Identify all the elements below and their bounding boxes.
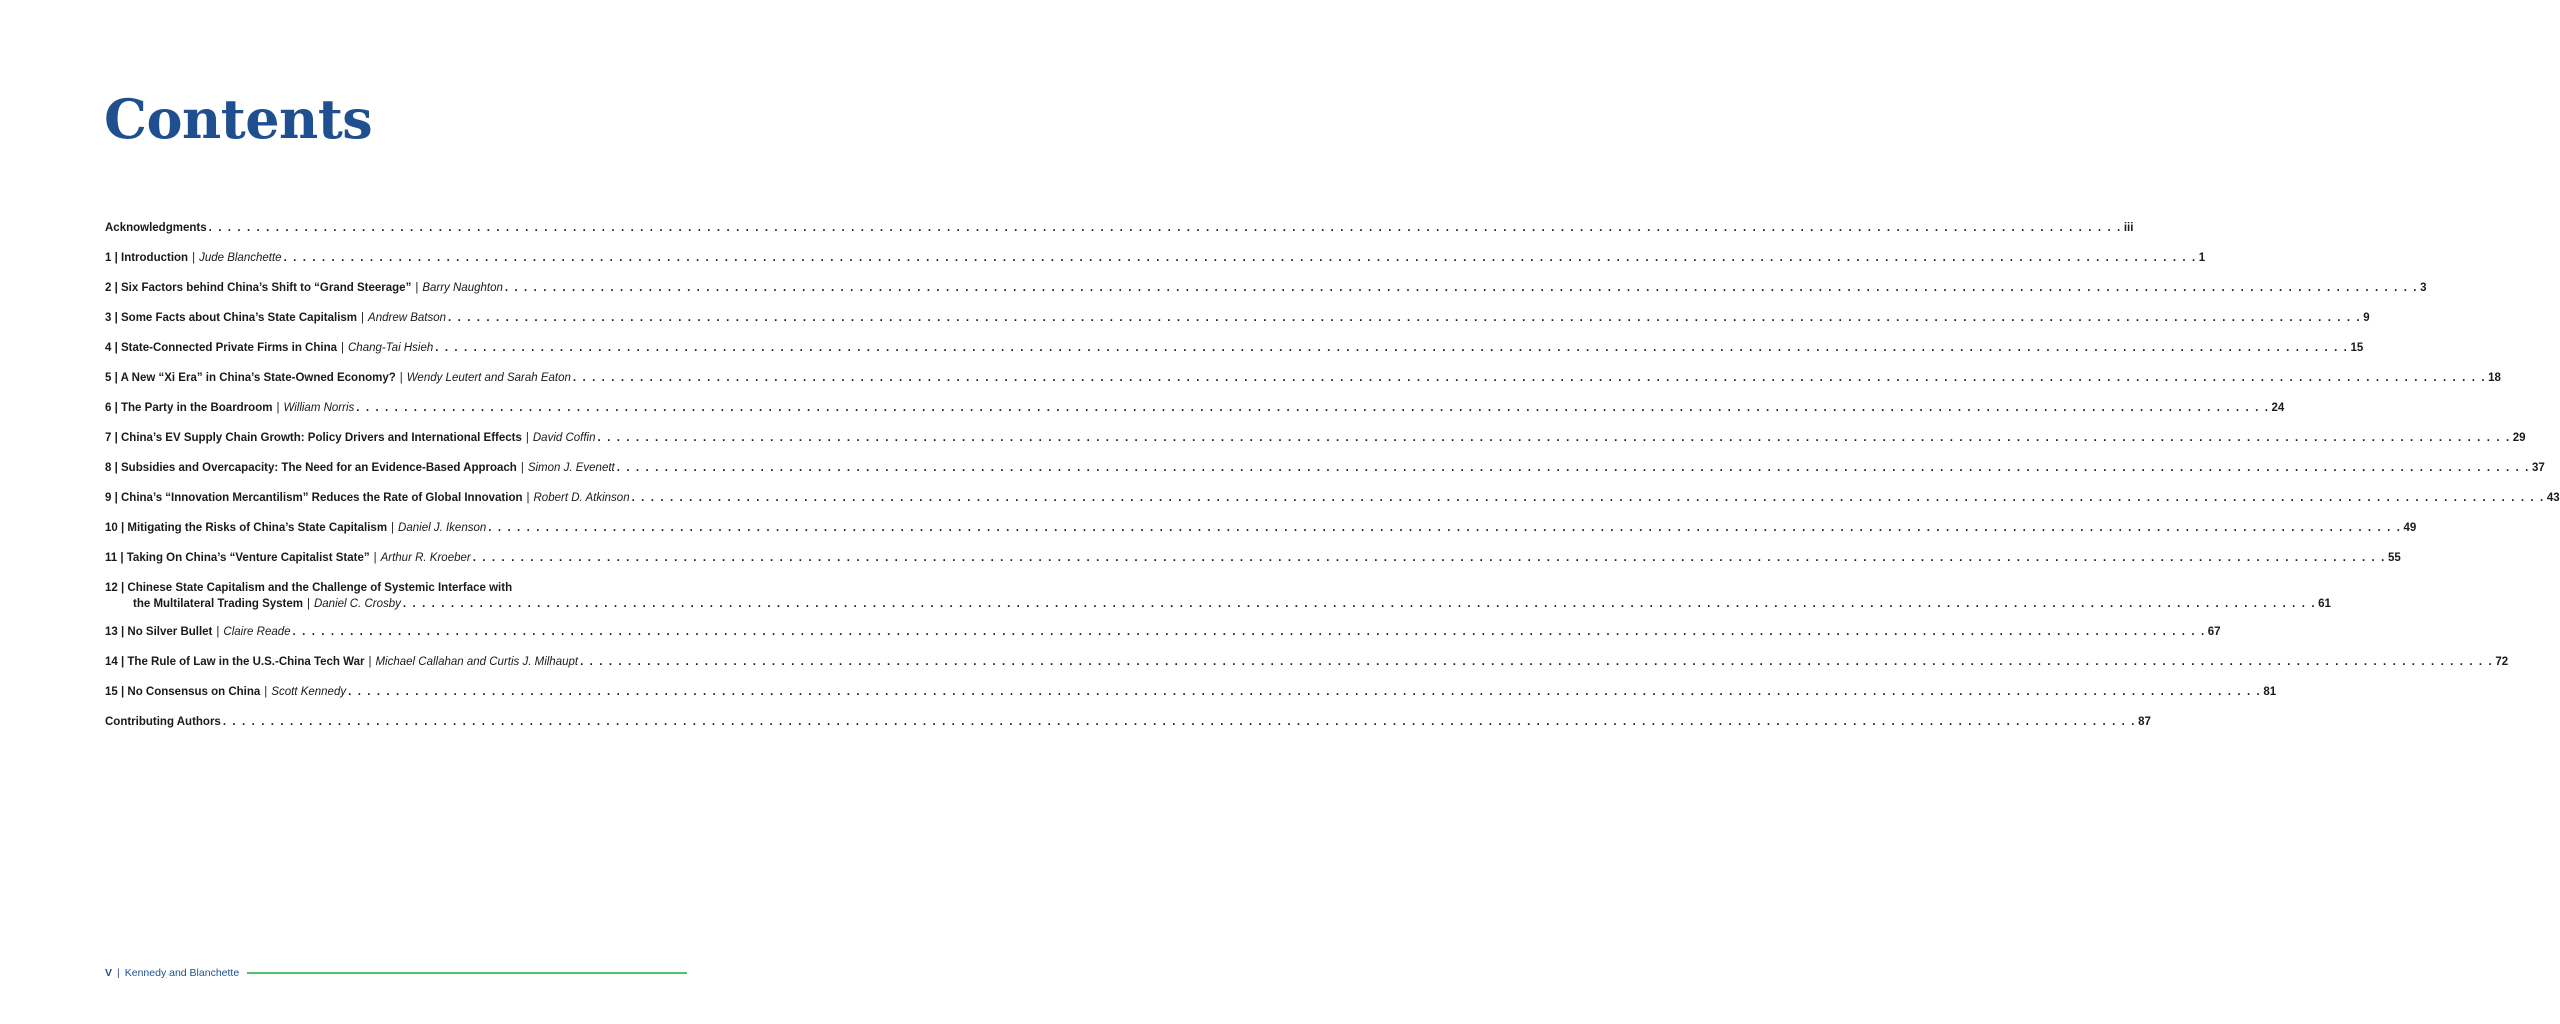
- dot-leader: . . . . . . . . . . . . . . . . . . . . . . . . . . . . . . . . . . . . . . . . . . . . . . . . . . . . . . . . . . . . . . . . . . . . . . . . . . . . . . . . . . . . . . . . . . . . . . . . . . . . . . . . . . . . . . . . . . . . . . . . . . . . . . . . . . . . . . . . . . . . . . . . . . . . . . . . . . . . . . . . . . . . . . . . . . . . . . . . . . . . . . . . . . . . . . . . . . . . . . . .: [292, 626, 2206, 638]
- toc-entry[interactable]: [105, 655, 2509, 669]
- footer-rule: [247, 972, 687, 974]
- dot-leader: . . . . . . . . . . . . . . . . . . . . . . . . . . . . . . . . . . . . . . . . . . . . . . . . . . . . . . . . . . . . . . . . . . . . . . . . . . . . . . . . . . . . . . . . . . . . . . . . . . . . . . . . . . . . . . . . . . . . . . . . . . . . . . . . . . . . . . . . . . . . . . . . . . . . . . . . . . . . . . . . . . . . . . . . . . . . . . . . . . . . . . . . . . . . . . . . . . . . . . . .: [208, 222, 2122, 234]
- toc-entry-page-number: 49: [2403, 522, 2417, 534]
- toc-entry-title: 9 | China’s “Innovation Mercantilism” Reduces the Rate of Global Innovation: [105, 492, 523, 504]
- footer-separator: |: [117, 967, 120, 979]
- dot-leader: . . . . . . . . . . . . . . . . . . . . . . . . . . . . . . . . . . . . . . . . . . . . . . . . . . . . . . . . . . . . . . . . . . . . . . . . . . . . . . . . . . . . . . . . . . . . . . . . . . . . . . . . . . . . . . . . . . . . . . . . . . . . . . . . . . . . . . . . . . . . . . . . . . . . . . . . . . . . . . . . . . . . . . . . . . . . . . . . . . . . . . . . . . . . . . . . . . . . . . . .: [504, 282, 2419, 294]
- toc-entry-page-number: 61: [2318, 598, 2331, 610]
- toc-entry-page-number: iii: [2123, 222, 2134, 234]
- toc-entry-title: the Multilateral Trading System: [133, 598, 303, 610]
- toc-entry-page-number: 55: [2387, 552, 2401, 564]
- toc-entry-page-number: 15: [2350, 342, 2364, 354]
- toc-entry[interactable]: [105, 371, 2501, 385]
- toc-entry-author: David Coffin: [532, 432, 596, 444]
- toc-entry-title: 11 | Taking On China’s “Venture Capitalist State”: [105, 552, 370, 564]
- author-separator: |: [526, 492, 530, 504]
- toc-entry-author: Claire Reade: [223, 626, 291, 638]
- toc-entry-title: 3 | Some Facts about China’s State Capitalism: [105, 312, 358, 324]
- toc-entry-title: 13 | No Silver Bullet: [105, 626, 213, 638]
- author-separator: |: [216, 626, 220, 638]
- toc-entry[interactable]: [105, 715, 2151, 729]
- author-separator: |: [264, 686, 268, 698]
- toc-entry[interactable]: [105, 251, 2206, 265]
- toc-entry-page-number: 37: [2531, 462, 2545, 474]
- dot-leader: . . . . . . . . . . . . . . . . . . . . . . . . . . . . . . . . . . . . . . . . . . . . . . . . . . . . . . . . . . . . . . . . . . . . . . . . . . . . . . . . . . . . . . . . . . . . . . . . . . . . . . . . . . . . . . . . . . . . . . . . . . . . . . . . . . . . . . . . . . . . . . . . . . . . . . . . . . . . . . . . . . . . . . . . . . . . . . . . . . . . . . . . . . . . . . . . . . . . . . . .: [631, 492, 2545, 504]
- toc-entry-author: Daniel C. Crosby: [313, 598, 401, 610]
- toc-entry[interactable]: [105, 221, 2134, 235]
- toc-entry-author: Barry Naughton: [422, 282, 503, 294]
- dot-leader: . . . . . . . . . . . . . . . . . . . . . . . . . . . . . . . . . . . . . . . . . . . . . . . . . . . . . . . . . . . . . . . . . . . . . . . . . . . . . . . . . . . . . . . . . . . . . . . . . . . . . . . . . . . . . . . . . . . . . . . . . . . . . . . . . . . . . . . . . . . . . . . . . . . . . . . . . . . . . . . . . . . . . . . . . . . . . . . . . . . . . . . . . . . . . . . . . . . . . . . .: [402, 598, 2317, 610]
- author-separator: |: [276, 402, 280, 414]
- author-separator: |: [391, 522, 395, 534]
- dot-leader: . . . . . . . . . . . . . . . . . . . . . . . . . . . . . . . . . . . . . . . . . . . . . . . . . . . . . . . . . . . . . . . . . . . . . . . . . . . . . . . . . . . . . . . . . . . . . . . . . . . . . . . . . . . . . . . . . . . . . . . . . . . . . . . . . . . . . . . . . . . . . . . . . . . . . . . . . . . . . . . . . . . . . . . . . . . . . . . . . . . . . . . . . . . . . . . . . . . . . . . .: [597, 432, 2511, 444]
- dot-leader: . . . . . . . . . . . . . . . . . . . . . . . . . . . . . . . . . . . . . . . . . . . . . . . . . . . . . . . . . . . . . . . . . . . . . . . . . . . . . . . . . . . . . . . . . . . . . . . . . . . . . . . . . . . . . . . . . . . . . . . . . . . . . . . . . . . . . . . . . . . . . . . . . . . . . . . . . . . . . . . . . . . . . . . . . . . . . . . . . . . . . . . . . . . . . . . . . . . . . . . .: [572, 372, 2487, 384]
- toc-entry[interactable]: [105, 431, 2526, 445]
- toc-entry-title: 4 | State-Connected Private Firms in China: [105, 342, 337, 354]
- toc-entry-title: 15 | No Consensus on China: [105, 686, 261, 698]
- toc-entry[interactable]: [105, 685, 2277, 699]
- footer-page-number: V: [105, 967, 113, 979]
- author-separator: |: [399, 372, 403, 384]
- toc-entry-page-number: 87: [2138, 716, 2151, 728]
- toc-entry[interactable]: [105, 341, 2364, 355]
- toc-entry-author: Andrew Batson: [368, 312, 447, 324]
- dot-leader: . . . . . . . . . . . . . . . . . . . . . . . . . . . . . . . . . . . . . . . . . . . . . . . . . . . . . . . . . . . . . . . . . . . . . . . . . . . . . . . . . . . . . . . . . . . . . . . . . . . . . . . . . . . . . . . . . . . . . . . . . . . . . . . . . . . . . . . . . . . . . . . . . . . . . . . . . . . . . . . . . . . . . . . . . . . . . . . . . . . . . . . . . . . . . . . . . . . . . . . .: [488, 522, 2402, 534]
- toc-entry[interactable]: [105, 491, 2560, 505]
- page-title: Contents: [104, 87, 373, 151]
- toc-entry-author: William Norris: [283, 402, 355, 414]
- dot-leader: . . . . . . . . . . . . . . . . . . . . . . . . . . . . . . . . . . . . . . . . . . . . . . . . . . . . . . . . . . . . . . . . . . . . . . . . . . . . . . . . . . . . . . . . . . . . . . . . . . . . . . . . . . . . . . . . . . . . . . . . . . . . . . . . . . . . . . . . . . . . . . . . . . . . . . . . . . . . . . . . . . . . . . . . . . . . . . . . . . . . . . . . . . . . . . . . . . . . . . . .: [356, 402, 2270, 414]
- toc-entry-title: Acknowledgments: [105, 222, 207, 234]
- toc-entry-page-number: 67: [2207, 626, 2221, 638]
- toc-entry-page-number: 43: [2546, 492, 2560, 504]
- toc-entry[interactable]: [105, 625, 2221, 639]
- toc-entry-author: Daniel J. Ikenson: [398, 522, 487, 534]
- toc-entry-page-number: 1: [2198, 252, 2206, 264]
- toc-entry-title: 5 | A New “Xi Era” in China’s State-Owned Economy?: [105, 372, 396, 384]
- toc-entry-title: 14 | The Rule of Law in the U.S.-China Tech War: [105, 656, 365, 668]
- toc-entry-page-number: 72: [2495, 656, 2509, 668]
- toc-entry-title: 8 | Subsidies and Overcapacity: The Need for an Evidence-Based Approach: [105, 462, 517, 474]
- toc-entry-title: 6 | The Party in the Boardroom: [105, 402, 273, 414]
- author-separator: |: [361, 312, 365, 324]
- toc-entry-page-number: 29: [2512, 432, 2526, 444]
- author-separator: |: [520, 462, 524, 474]
- footer-running-title: Kennedy and Blanchette: [124, 967, 240, 979]
- toc-entry[interactable]: [105, 401, 2285, 415]
- toc-entry[interactable]: [105, 551, 2401, 565]
- toc-entry-title: Contributing Authors: [105, 716, 221, 728]
- toc-entry-page-number: 9: [2363, 312, 2370, 324]
- author-separator: |: [341, 342, 344, 354]
- toc-entry-page-number: 24: [2271, 402, 2285, 414]
- dot-leader: . . . . . . . . . . . . . . . . . . . . . . . . . . . . . . . . . . . . . . . . . . . . . . . . . . . . . . . . . . . . . . . . . . . . . . . . . . . . . . . . . . . . . . . . . . . . . . . . . . . . . . . . . . . . . . . . . . . . . . . . . . . . . . . . . . . . . . . . . . . . . . . . . . . . . . . . . . . . . . . . . . . . . . . . . . . . . . . . . . . . . . . . . . . . . . . . . . . . . . . .: [283, 252, 2197, 264]
- toc-entry-title: 12 | Chinese State Capitalism and the Challenge of Systemic Interface with: [105, 582, 513, 594]
- author-separator: |: [415, 282, 419, 294]
- author-separator: |: [192, 252, 196, 264]
- author-separator: |: [373, 552, 377, 564]
- toc-entry-page-number: 3: [2420, 282, 2427, 294]
- toc-entry[interactable]: [105, 581, 2331, 611]
- toc-entry-title: 2 | Six Factors behind China’s Shift to “Grand Steerage”: [105, 282, 412, 294]
- toc-entry-author: Jude Blanchette: [199, 252, 282, 264]
- toc-entry-title: 10 | Mitigating the Risks of China’s State Capitalism: [105, 522, 388, 534]
- toc-entry-author: Arthur R. Kroeber: [380, 552, 471, 564]
- dot-leader: . . . . . . . . . . . . . . . . . . . . . . . . . . . . . . . . . . . . . . . . . . . . . . . . . . . . . . . . . . . . . . . . . . . . . . . . . . . . . . . . . . . . . . . . . . . . . . . . . . . . . . . . . . . . . . . . . . . . . . . . . . . . . . . . . . . . . . . . . . . . . . . . . . . . . . . . . . . . . . . . . . . . . . . . . . . . . . . . . . . . . . . . . . . . . . . . . . . . . . . .: [472, 552, 2386, 564]
- dot-leader: . . . . . . . . . . . . . . . . . . . . . . . . . . . . . . . . . . . . . . . . . . . . . . . . . . . . . . . . . . . . . . . . . . . . . . . . . . . . . . . . . . . . . . . . . . . . . . . . . . . . . . . . . . . . . . . . . . . . . . . . . . . . . . . . . . . . . . . . . . . . . . . . . . . . . . . . . . . . . . . . . . . . . . . . . . . . . . . . . . . . . . . . . . . . . . . . . . . . . . . .: [435, 342, 2349, 354]
- toc-entry-author: Michael Callahan and Curtis J. Milhaupt: [375, 656, 579, 668]
- dot-leader: . . . . . . . . . . . . . . . . . . . . . . . . . . . . . . . . . . . . . . . . . . . . . . . . . . . . . . . . . . . . . . . . . . . . . . . . . . . . . . . . . . . . . . . . . . . . . . . . . . . . . . . . . . . . . . . . . . . . . . . . . . . . . . . . . . . . . . . . . . . . . . . . . . . . . . . . . . . . . . . . . . . . . . . . . . . . . . . . . . . . . . . . . . . . . . . . . . . . . . . .: [580, 656, 2494, 668]
- author-separator: |: [306, 598, 310, 610]
- author-separator: |: [525, 432, 529, 444]
- toc-entry-author: Wendy Leutert and Sarah Eaton: [406, 372, 571, 384]
- toc-entry-author: Robert D. Atkinson: [533, 492, 630, 504]
- page-footer: [105, 967, 687, 979]
- toc-entry-page-number: 81: [2263, 686, 2277, 698]
- toc-entry[interactable]: [105, 281, 2427, 295]
- dot-leader: . . . . . . . . . . . . . . . . . . . . . . . . . . . . . . . . . . . . . . . . . . . . . . . . . . . . . . . . . . . . . . . . . . . . . . . . . . . . . . . . . . . . . . . . . . . . . . . . . . . . . . . . . . . . . . . . . . . . . . . . . . . . . . . . . . . . . . . . . . . . . . . . . . . . . . . . . . . . . . . . . . . . . . . . . . . . . . . . . . . . . . . . . . . . . . . . . . . . . . . .: [222, 716, 2137, 728]
- toc-entry-author: Scott Kennedy: [271, 686, 347, 698]
- toc-entry-title: 7 | China’s EV Supply Chain Growth: Policy Drivers and International Effects: [105, 432, 522, 444]
- author-separator: |: [368, 656, 372, 668]
- toc-entry-author: Chang-Tai Hsieh: [348, 342, 434, 354]
- toc-entry[interactable]: [105, 461, 2545, 475]
- toc-entry[interactable]: [105, 521, 2417, 535]
- toc-entry-page-number: 18: [2488, 372, 2501, 384]
- dot-leader: . . . . . . . . . . . . . . . . . . . . . . . . . . . . . . . . . . . . . . . . . . . . . . . . . . . . . . . . . . . . . . . . . . . . . . . . . . . . . . . . . . . . . . . . . . . . . . . . . . . . . . . . . . . . . . . . . . . . . . . . . . . . . . . . . . . . . . . . . . . . . . . . . . . . . . . . . . . . . . . . . . . . . . . . . . . . . . . . . . . . . . . . . . . . . . . . . . . . . . . .: [348, 686, 2262, 698]
- toc-entry-title: 1 | Introduction: [105, 252, 189, 264]
- toc-entry-author: Simon J. Evenett: [527, 462, 615, 474]
- dot-leader: . . . . . . . . . . . . . . . . . . . . . . . . . . . . . . . . . . . . . . . . . . . . . . . . . . . . . . . . . . . . . . . . . . . . . . . . . . . . . . . . . . . . . . . . . . . . . . . . . . . . . . . . . . . . . . . . . . . . . . . . . . . . . . . . . . . . . . . . . . . . . . . . . . . . . . . . . . . . . . . . . . . . . . . . . . . . . . . . . . . . . . . . . . . . . . . . . . . . . . . .: [448, 312, 2362, 324]
- toc-entry[interactable]: [105, 311, 2370, 325]
- dot-leader: . . . . . . . . . . . . . . . . . . . . . . . . . . . . . . . . . . . . . . . . . . . . . . . . . . . . . . . . . . . . . . . . . . . . . . . . . . . . . . . . . . . . . . . . . . . . . . . . . . . . . . . . . . . . . . . . . . . . . . . . . . . . . . . . . . . . . . . . . . . . . . . . . . . . . . . . . . . . . . . . . . . . . . . . . . . . . . . . . . . . . . . . . . . . . . . . . . . . . . . .: [616, 462, 2530, 474]
